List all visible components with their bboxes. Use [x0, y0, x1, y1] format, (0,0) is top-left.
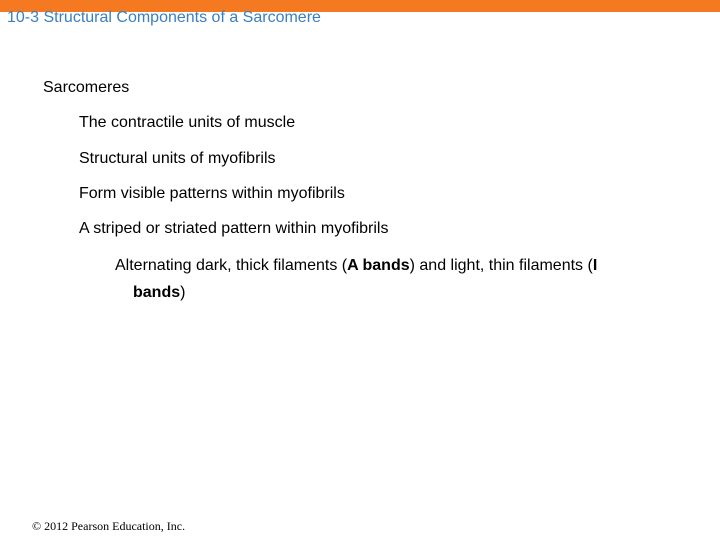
copyright-footer: © 2012 Pearson Education, Inc.: [32, 519, 186, 533]
heading-sarcomeres: Sarcomeres: [43, 79, 130, 96]
bullet-2: Structural units of myofibrils: [79, 150, 276, 167]
i-bands-term-letter: I: [592, 257, 598, 274]
bullet-4: A striped or striated pattern within myofibrils: [79, 220, 389, 237]
sub-bullet-line-1: [115, 256, 597, 276]
sub-bullet-text-3: ): [180, 284, 186, 301]
sub-bullet-text-1: Alternating dark, thick filaments (: [115, 257, 348, 274]
slide-title: 10-3 Structural Components of a Sarcomere: [7, 9, 321, 26]
sub-bullet-line-2: [133, 283, 185, 303]
a-bands-term: A bands: [347, 257, 410, 274]
bullet-3: Form visible patterns within myofibrils: [79, 185, 345, 202]
bullet-1: The contractile units of muscle: [79, 114, 296, 131]
sub-bullet-text-2: ) and light, thin filaments (: [409, 257, 593, 274]
i-bands-term-word: bands: [133, 284, 181, 301]
